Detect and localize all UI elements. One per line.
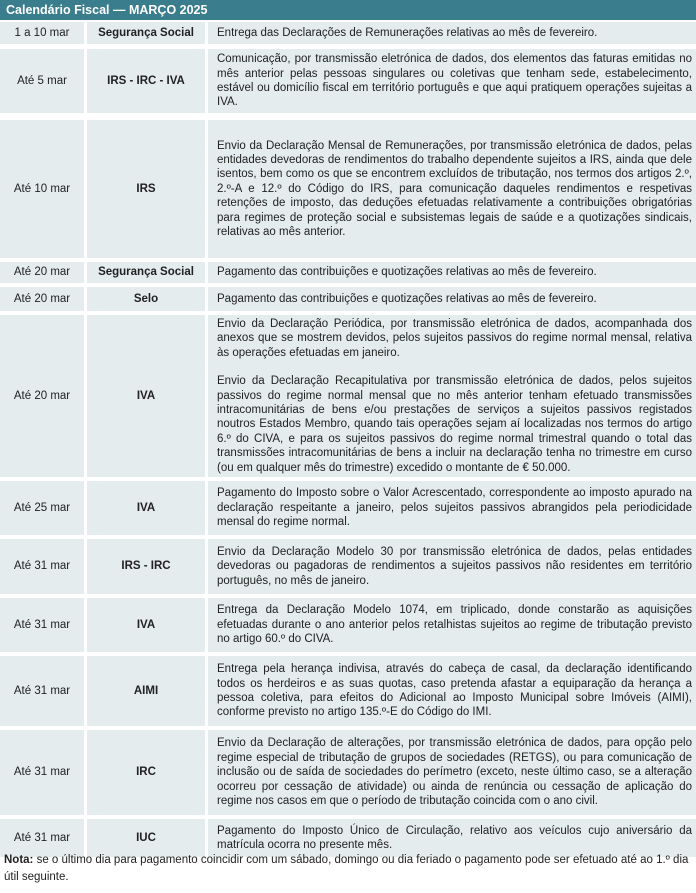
deadline-date: Até 20 mar <box>0 287 84 311</box>
description-paragraph: Envio da Declaração Modelo 30 por transmissão eletrónica de dados, pelas entidades devedoras ou pagadoras de rendimentos a sujeitos passivos não residentes em território português, no mês de janeiro. <box>217 545 692 587</box>
tax-type: Selo <box>87 287 205 311</box>
obligation-description <box>208 315 696 477</box>
description-paragraph: Envio da Declaração Mensal de Remunerações, por transmissão eletrónica de dados, pelas entidades devedoras de rendimentos do trabalho dependente sujeitos a IRS, ainda que dele isentos, bem como os que se encontrem excluídos de tributação, nos termos dos artigos 2.º, 2.º-A e 12.º do Código do IRS, para comunicação daqueles rendimentos e respetivas retenções de imposto, das deduções efetuadas relativamente a contribuições obrigatórias para regimes de proteção social e subsistemas legais de saúde e a quotizações sindicais, relativas ao mês anterior. <box>217 139 692 239</box>
tax-type: IUC <box>87 819 205 857</box>
tax-type: IRS <box>87 120 205 258</box>
description-paragraph: Pagamento do Imposto sobre o Valor Acrescentado, correspondente ao imposto apurado na declaração respeitante a janeiro, pelos sujeitos passivos abrangidos pela periodicidade mensal do regime normal. <box>217 487 692 529</box>
tax-type: Segurança Social <box>87 262 205 283</box>
deadline-date: Até 31 mar <box>0 539 84 594</box>
table-row <box>0 656 696 726</box>
table-row <box>0 539 696 594</box>
tax-type: IVA <box>87 598 205 652</box>
table-row <box>0 598 696 652</box>
table-row <box>0 120 696 258</box>
deadline-date: Até 20 mar <box>0 315 84 477</box>
footnote-text: se o último dia para pagamento coincidir com um sábado, domingo ou dia feriado o pagamento pode ser efetuado até ao 1.º dia útil seguinte. <box>4 854 689 883</box>
table-row <box>0 287 696 311</box>
deadline-date: Até 5 mar <box>0 49 84 113</box>
obligation-description <box>208 598 696 652</box>
obligation-description <box>208 539 696 594</box>
deadline-date: Até 10 mar <box>0 120 84 258</box>
table-row <box>0 730 696 815</box>
table-row <box>0 262 696 283</box>
deadline-date: Até 31 mar <box>0 598 84 652</box>
tax-type: IRS - IRC <box>87 539 205 594</box>
deadline-date: 1 a 10 mar <box>0 22 84 44</box>
obligation-description <box>208 481 696 535</box>
description-paragraph: Envio da Declaração Periódica, por transmissão eletrónica de dados, acompanhada dos anexos que se mostrem devidos, pelos sujeitos passivos do regime normal mensal, relativa às operações efetuadas em janeiro. <box>217 317 692 359</box>
deadline-date: Até 25 mar <box>0 481 84 535</box>
description-paragraph: Entrega da Declaração Modelo 1074, em triplicado, donde constarão as aquisições efetuadas durante o ano anterior pelos retalhistas sujeitos ao regime de tributação previsto no artigo 60.º do CIVA. <box>217 604 692 646</box>
obligation-description <box>208 730 696 815</box>
obligation-description <box>208 120 696 258</box>
tax-type: IVA <box>87 481 205 535</box>
description-paragraph: Envio da Declaração Recapitulativa por transmissão eletrónica de dados, pelos sujeitos passivos do regime normal mensal que no mês anterior tenham efetuado transmissões intracomunitárias de bens e/ou prestações de serviços a sujeitos passivos registados noutros Estados Membro, quando tais operações sejam aí localizadas nos termos do artigo 6.º do CIVA, e para os sujeitos passivos do regime normal trimestral quando o total das transmissões intracomunitárias de bens a incluir na declaração tenha no trimestre em curso (ou em qualquer mês do trimestre) excedido o montante de € 50.000. <box>217 375 692 474</box>
deadline-date: Até 20 mar <box>0 262 84 283</box>
deadline-date: Até 31 mar <box>0 730 84 815</box>
calendar-title: Calendário Fiscal — MARÇO 2025 <box>0 0 696 20</box>
deadline-date: Até 31 mar <box>0 656 84 726</box>
table-row <box>0 315 696 477</box>
obligation-description <box>208 287 696 311</box>
description-paragraph: Comunicação, por transmissão eletrónica de dados, dos elementos das faturas emitidas no mês anterior pelas pessoas singulares ou coletivas que tenham sede, estabelecimento, estável ou domicílio fiscal em território português e que aqui pratiquem operações sujeitas a IVA. <box>217 53 692 109</box>
tax-type: IVA <box>87 315 205 477</box>
tax-type: Segurança Social <box>87 22 205 44</box>
table-row <box>0 481 696 535</box>
footnote <box>4 852 694 886</box>
obligation-description <box>208 22 696 44</box>
tax-type: AIMI <box>87 656 205 726</box>
obligation-description <box>208 262 696 283</box>
tax-type: IRC <box>87 730 205 815</box>
obligation-description <box>208 656 696 726</box>
description-paragraph: Envio da Declaração de alterações, por transmissão eletrónica de dados, para opção pelo regime especial de tributação de grupos de sociedades (RETGS), ou para comunicação de inclusão ou de saída de sociedades do perímetro (exceto, neste último caso, se a alteração ocorreu por cessação de atividade) ou ainda de renúncia ou cessação de aplicação do regime nos casos em que o período de tributação coincida com o ano civil. <box>217 737 692 808</box>
deadline-date: Até 31 mar <box>0 819 84 857</box>
description-paragraph: Entrega das Declarações de Remunerações relativas ao mês de fevereiro. <box>217 26 598 39</box>
table-row <box>0 22 696 44</box>
description-paragraph: Pagamento do Imposto Único de Circulação, relativo aos veículos cujo aniversário da matrícula ocorra no presente mês. <box>217 824 692 851</box>
description-paragraph: Pagamento das contribuições e quotizações relativas ao mês de fevereiro. <box>217 292 597 305</box>
footnote-label: Nota: <box>4 854 34 866</box>
obligation-description <box>208 49 696 113</box>
table-row <box>0 49 696 113</box>
description-paragraph: Pagamento das contribuições e quotizações relativas ao mês de fevereiro. <box>217 266 597 279</box>
description-paragraph: Entrega pela herança indivisa, através do cabeça de casal, da declaração identificando todos os herdeiros e as suas quotas, caso pretenda afastar a equiparação da herança a pessoa coletiva, para efeitos do Adicional ao Imposto Municipal sobre Imóveis (AIMI), conforme previsto no artigo 135.º-E do Código do IMI. <box>217 663 692 719</box>
tax-type: IRS - IRC - IVA <box>87 49 205 113</box>
